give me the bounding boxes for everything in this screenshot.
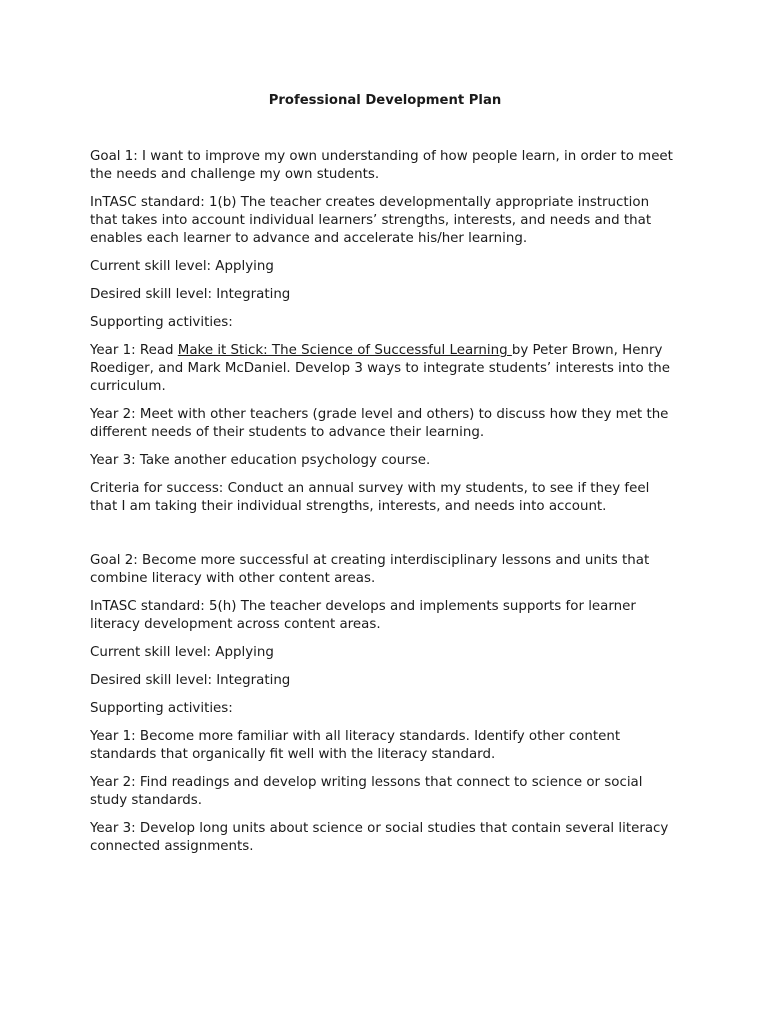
goal-1-year-1-prefix: Year 1: Read — [90, 343, 178, 358]
goal-2-desired-skill: Desired skill level: Integrating — [90, 673, 291, 688]
goal-1-year-1-suffix: by Peter Brown, Henry Roediger, and Mark McDaniel. Develop 3 ways to integrate students’ interests into the curriculum. — [90, 343, 670, 394]
goal-1-year-3: Year 3: Take another education psychology course. — [90, 453, 431, 468]
goal-2-heading: Goal 2: Become more successful at creating interdisciplinary lessons and units that combine literacy with other content areas. — [90, 553, 650, 586]
goal-2-standard: InTASC standard: 5(h) The teacher develops and implements supports for learner literacy development across content areas. — [90, 599, 636, 632]
goal-1-section — [90, 148, 680, 516]
goal-1-year-1 — [90, 342, 680, 396]
goal-1-criteria: Criteria for success: Conduct an annual survey with my students, to see if they feel that I am taking their individual strengths, interests, and needs into account. — [90, 481, 650, 514]
goal-2-year-3: Year 3: Develop long units about science or social studies that contain several literacy connected assignments. — [90, 821, 669, 854]
goal-2-year-1: Year 1: Become more familiar with all literacy standards. Identify other content standards that organically fit well with the literacy standard. — [90, 729, 621, 762]
goal-2-current-skill: Current skill level: Applying — [90, 645, 274, 660]
document-page — [90, 92, 680, 866]
section-spacer — [90, 526, 680, 552]
book-title: Make it Stick: The Science of Successful Learning — [177, 343, 512, 358]
goal-1-current-skill: Current skill level: Applying — [90, 259, 274, 274]
goal-2-section — [90, 552, 680, 856]
goal-2-year-2: Year 2: Find readings and develop writing lessons that connect to science or social study standards. — [90, 775, 643, 808]
goal-1-year-2: Year 2: Meet with other teachers (grade level and others) to discuss how they met the different needs of their students to advance their learning. — [90, 407, 669, 440]
goal-1-standard: InTASC standard: 1(b) The teacher creates developmentally appropriate instruction that takes into account individual learners’ strengths, interests, and needs and that enables each learner to advance and accelerate his/her learning. — [90, 195, 652, 246]
goal-2-supporting-label: Supporting activities: — [90, 701, 233, 716]
goal-1-heading: Goal 1: I want to improve my own understanding of how people learn, in order to meet the needs and challenge my own students. — [90, 149, 673, 182]
goal-1-desired-skill: Desired skill level: Integrating — [90, 287, 291, 302]
goal-1-supporting-label: Supporting activities: — [90, 315, 233, 330]
page-title: Professional Development Plan — [268, 93, 502, 108]
